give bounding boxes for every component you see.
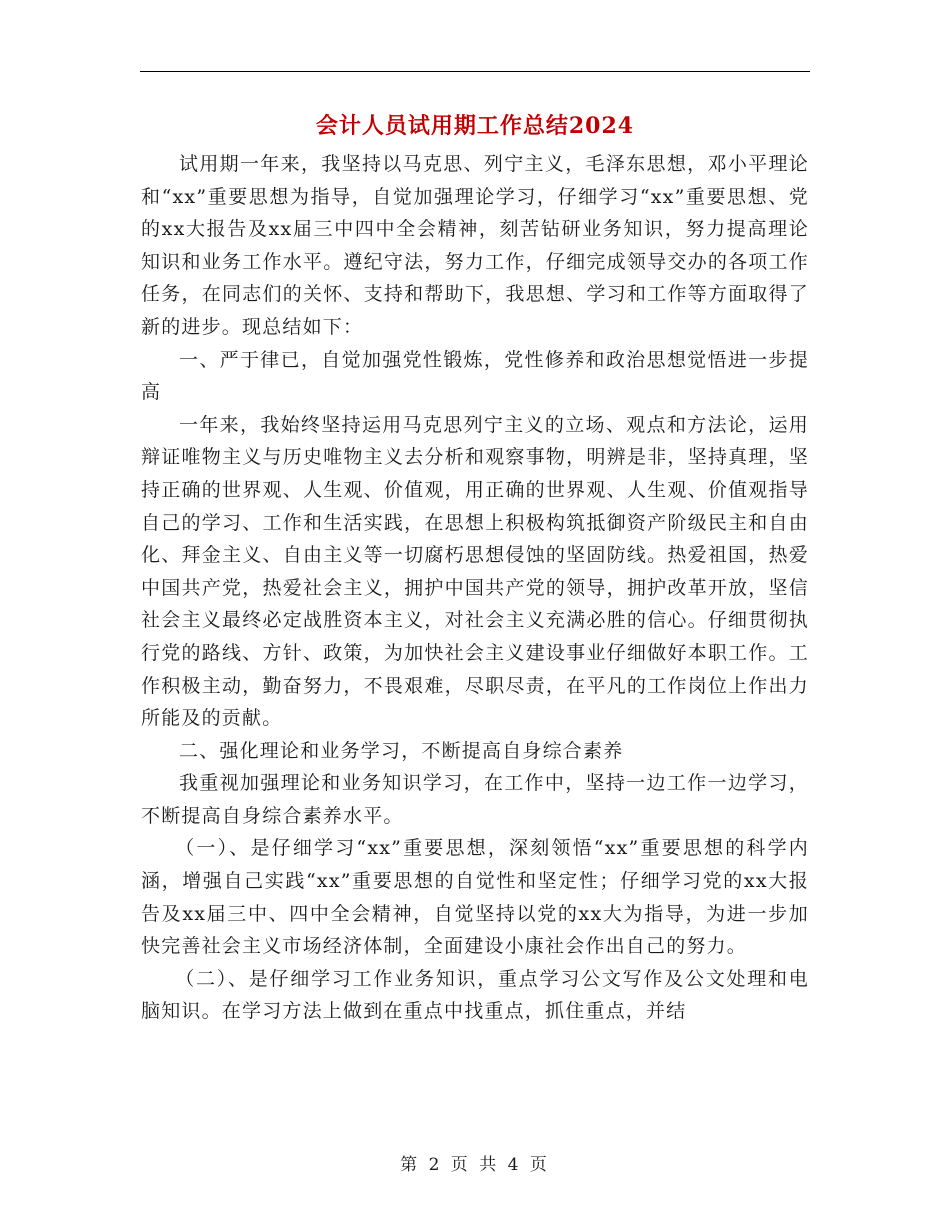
section-heading-2: 二、强化理论和业务学习，不断提高自身综合素养: [179, 739, 624, 762]
paragraph-intro: 试用期一年来，我坚持以马克思、列宁主义，毛泽东思想，邓小平理论和“xx”重要思想为指导，自觉加强理论学习，仔细学习“xx”重要思想、党的xx大报告及xx届三中四中全会精神，刻苦钻研业务知识，努力提高理论知识和业务工作水平。遵纪守法，努力工作，仔细完成领导交办的各项工作任务，在同志们的关怀、支持和帮助下，我思想、学习和工作等方面取得了新的进步。现总结如下：: [141, 153, 809, 338]
paragraph-item-1: （一）、是仔细学习“xx”重要思想，深刻领悟“xx”重要思想的科学内涵，增强自己实践“xx”重要思想的自觉性和坚定性；仔细学习党的xx大报告及xx届三中、四中全会精神，自觉坚持以党的xx大为指导，为进一步加快完善社会主义市场经济体制，全面建设小康社会作出自己的努力。: [141, 837, 809, 958]
paragraph-section-2: 我重视加强理论和业务知识学习，在工作中，坚持一边工作一边学习，不断提高自身综合素养水平。: [141, 772, 809, 827]
paragraph-section-1: 一年来，我始终坚持运用马克思列宁主义的立场、观点和方法论，运用辩证唯物主义与历史唯物主义去分析和观察事物，明辨是非，坚持真理，坚持正确的世界观、人生观、价值观，用正确的世界观、人生观、价值观指导自己的学习、工作和生活实践，在思想上积极构筑抵御资产阶级民主和自由化、拜金主义、自由主义等一切腐朽思想侵蚀的坚固防线。热爱祖国，热爱中国共产党，热爱社会主义，拥护中国共产党的领导，拥护改革开放，坚信社会主义最终必定战胜资本主义，对社会主义充满必胜的信心。仔细贯彻执行党的路线、方针、政策，为加快社会主义建设事业仔细做好本职工作。工作积极主动，勤奋努力，不畏艰难，尽职尽责，在平凡的工作岗位上作出力所能及的贡献。: [141, 413, 809, 730]
paragraph-item-2: （二）、是仔细学习工作业务知识，重点学习公文写作及公文处理和电脑知识。在学习方法上做到在重点中找重点，抓住重点，并结: [141, 967, 809, 1023]
section-heading-1: 一、严于律已，自觉加强党性锻炼，党性修养和政治思想觉悟进一步提高: [141, 348, 809, 404]
document-body: [141, 148, 809, 1028]
header-rule: [140, 71, 810, 72]
document-title: 会计人员试用期工作总结2024: [315, 113, 635, 139]
page-number-footer: 第 2 页 共 4 页: [400, 1155, 550, 1175]
